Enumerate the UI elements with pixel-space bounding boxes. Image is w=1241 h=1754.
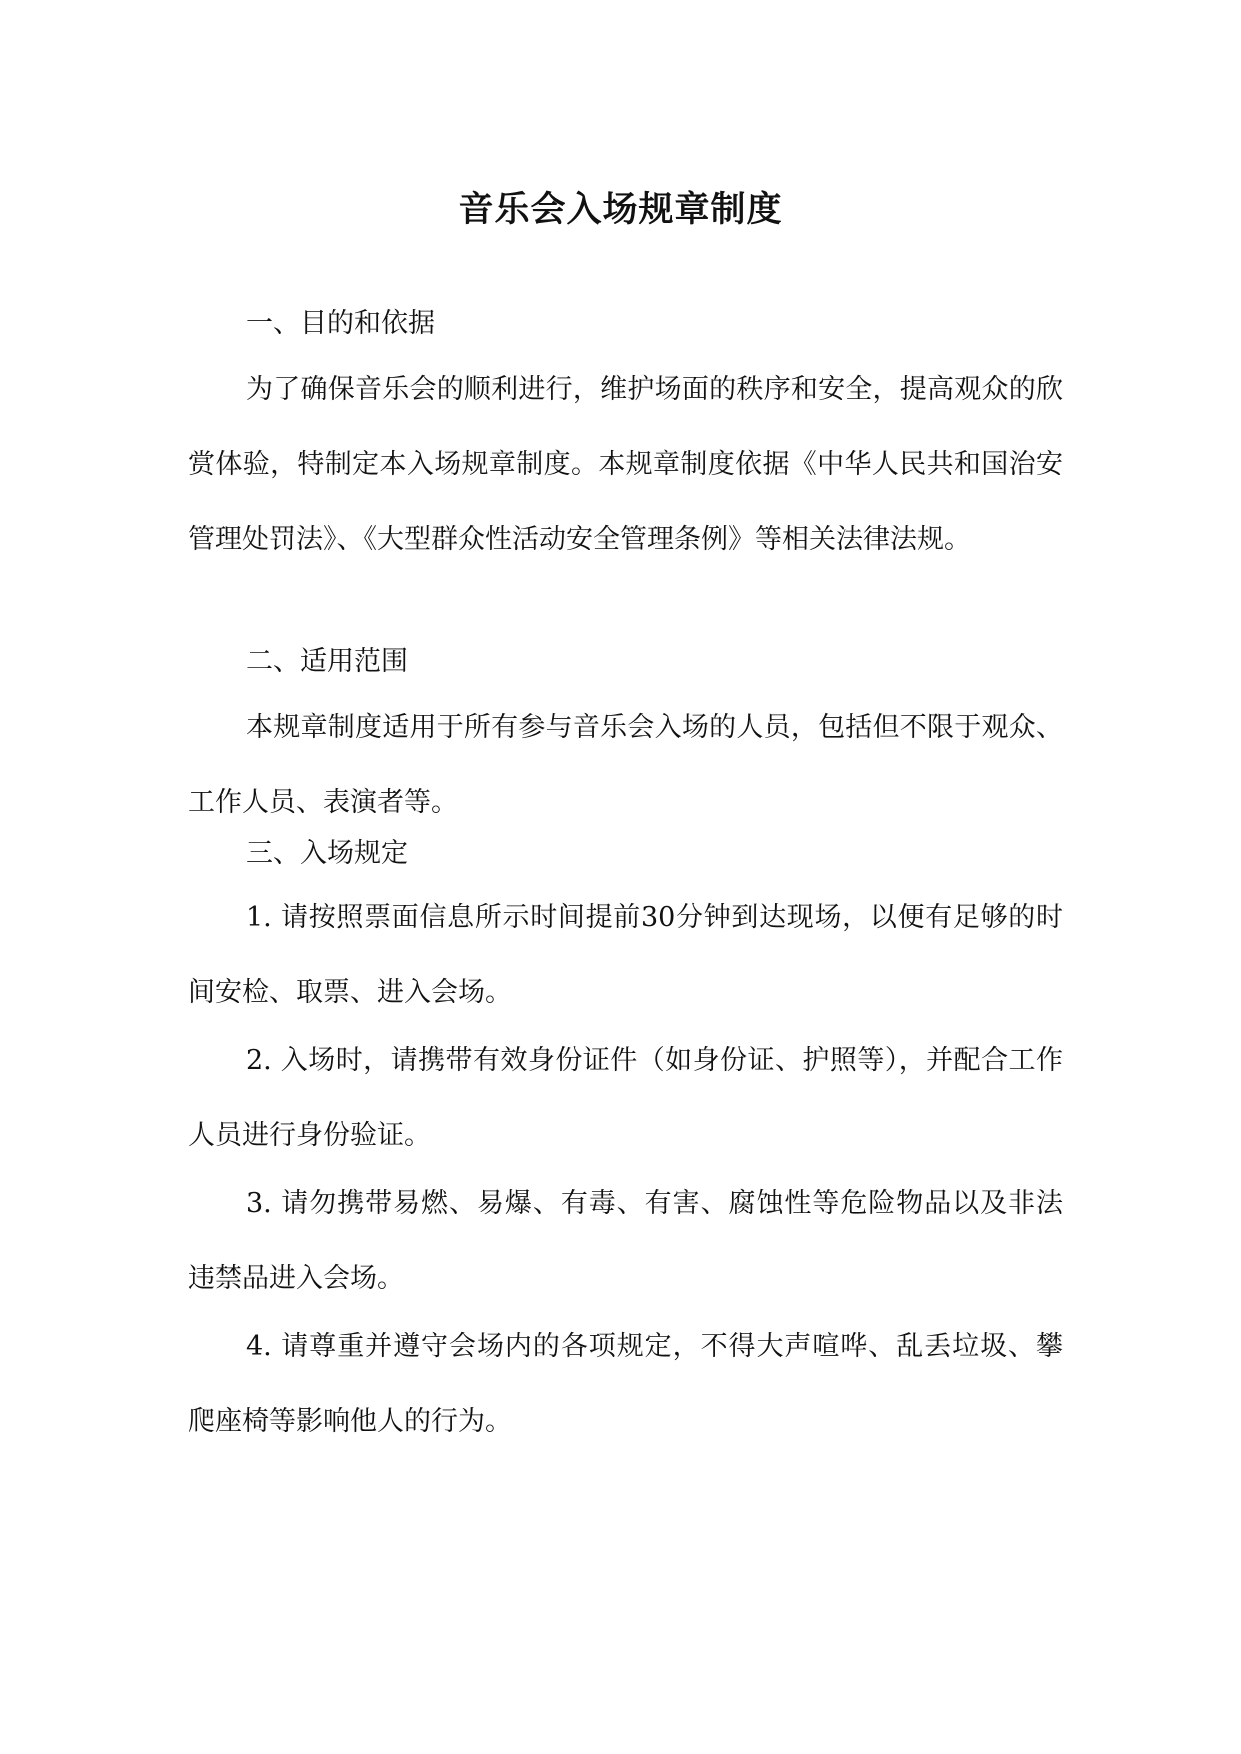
- rule-item-3: 3. 请勿携带易燃、易爆、有毒、有害、腐蚀性等危险物品以及非法违禁品进入会场。: [188, 1188, 1063, 1294]
- section-heading-purpose: 一、目的和依据: [246, 308, 435, 339]
- paragraph-purpose: 为了确保音乐会的顺利进行，维护场面的秩序和安全，提高观众的欣赏体验，特制定本入场规章制度。本规章制度依据《中华人民共和国治安管理处罚法》、《大型群众性活动安全管理条例》等相关法律法规。: [188, 374, 1063, 555]
- paragraph-scope: 本规章制度适用于所有参与音乐会入场的人员，包括但不限于观众、工作人员、表演者等。: [188, 712, 1063, 818]
- document-title: 音乐会入场规章制度: [458, 189, 783, 230]
- rule-item-4: 4. 请尊重并遵守会场内的各项规定，不得大声喧哗、乱丢垃圾、攀爬座椅等影响他人的行为。: [188, 1331, 1063, 1437]
- rule-item-2: 2. 入场时，请携带有效身份证件（如身份证、护照等），并配合工作人员进行身份验证。: [188, 1045, 1063, 1151]
- section-heading-entry-rules: 三、入场规定: [246, 838, 408, 869]
- rule-item-1: 1. 请按照票面信息所示时间提前30分钟到达现场，以便有足够的时间安检、取票、进入会场。: [188, 902, 1063, 1008]
- section-heading-scope: 二、适用范围: [246, 646, 408, 677]
